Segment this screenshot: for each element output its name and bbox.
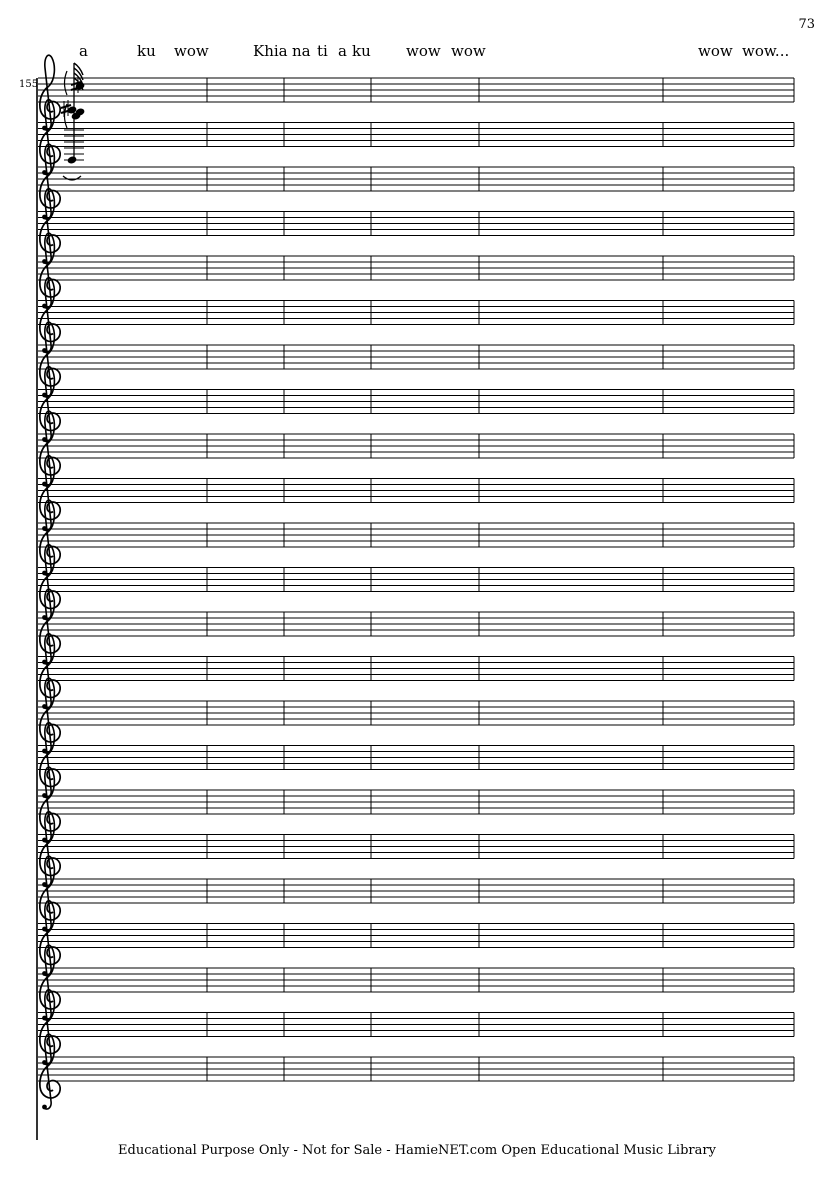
staff [38, 990, 794, 1065]
staff [38, 189, 794, 264]
measure-number: 155 [19, 79, 39, 90]
staff [38, 812, 794, 887]
treble-clef-icon [40, 55, 60, 130]
lyric-syllable: ti [317, 42, 328, 60]
lyric-syllable: ku [137, 42, 156, 60]
lyric-syllable: wow [406, 42, 441, 60]
lyric-syllable: wow [451, 42, 486, 60]
lyrics-line [79, 42, 789, 60]
staff [38, 678, 794, 753]
staff [38, 322, 794, 397]
lyric-syllable: a [338, 42, 347, 60]
lyric-syllable: na [292, 42, 311, 60]
staff [38, 144, 794, 219]
staff [38, 500, 794, 575]
staff [38, 456, 794, 531]
lyric-syllable: Khia [253, 42, 288, 60]
lyric-syllable: wow [174, 42, 209, 60]
staff [38, 233, 794, 308]
lyric-syllable: wow [698, 42, 733, 60]
lyric-syllable: wow... [742, 42, 790, 60]
staff [38, 411, 794, 486]
staff [38, 278, 794, 353]
staff [38, 1034, 794, 1109]
lyric-syllable: ku [352, 42, 371, 60]
staff [38, 945, 794, 1020]
footer-notice: Educational Purpose Only - Not for Sale - HamieNET.com Open Educational Music Library [118, 1143, 716, 1158]
staff [38, 367, 794, 442]
staff [38, 589, 794, 664]
staff-group [38, 55, 794, 1109]
staff [38, 55, 794, 130]
slur-arc [65, 71, 68, 95]
staff [38, 100, 794, 175]
staff [38, 767, 794, 842]
staff [38, 545, 794, 620]
lyric-syllable: a [79, 42, 88, 60]
staff [38, 901, 794, 976]
staff [38, 634, 794, 709]
page-number: 73 [798, 17, 815, 32]
staff [38, 856, 794, 931]
staff [38, 723, 794, 798]
